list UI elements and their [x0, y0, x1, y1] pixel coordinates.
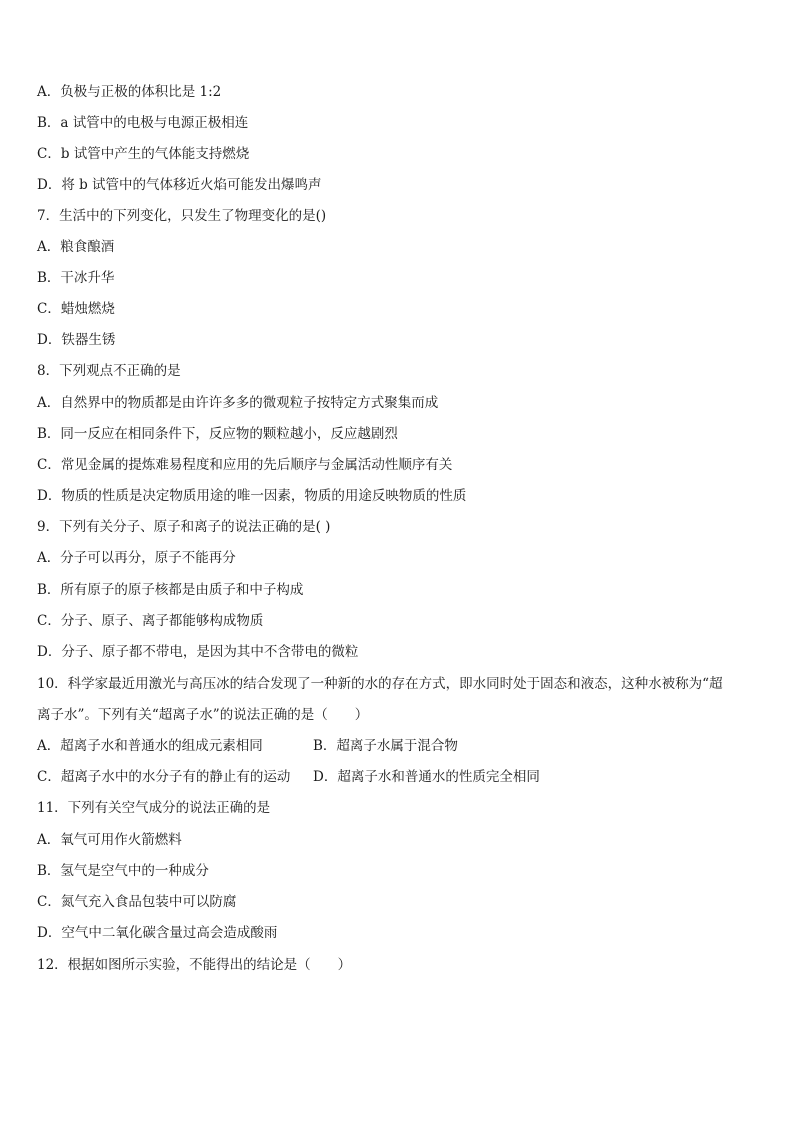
q9-option-a: A．分子可以再分，原子不能再分: [37, 550, 236, 566]
q8-option-d: D．物质的性质是决定物质用途的唯一因素，物质的用途反映物质的性质: [37, 488, 467, 504]
q8-stem: 8．下列观点不正确的是: [37, 363, 181, 379]
q10-option-b: B．超离子水属于混合物: [313, 738, 458, 754]
q10-stem-line1: 10．科学家最近用激光与高压冰的结合发现了一种新的水的存在方式，即水同时处于固态和液态，这种水被称为“超: [37, 676, 723, 692]
q7-option-a: A．粮食酿酒: [37, 239, 115, 255]
q8-option-a: A．自然界中的物质都是由许许多多的微观粒子按特定方式聚集而成: [37, 395, 439, 411]
q7-option-c: C．蜡烛燃烧: [37, 301, 115, 317]
q11-option-d: D．空气中二氧化碳含量过高会造成酸雨: [37, 925, 278, 941]
q8-option-b: B．同一反应在相同条件下，反应物的颗粒越小，反应越剧烈: [37, 426, 398, 442]
q8-option-c: C．常见金属的提炼难易程度和应用的先后顺序与金属活动性顺序有关: [37, 457, 453, 473]
q9-stem: 9．下列有关分子、原子和离子的说法正确的是( ): [37, 519, 331, 535]
q7-option-d: D．铁器生锈: [37, 332, 116, 348]
q7-stem: 7．生活中的下列变化，只发生了物理变化的是(): [37, 208, 327, 224]
q11-option-b: B．氢气是空气中的一种成分: [37, 863, 209, 879]
q7-option-b: B．干冰升华: [37, 270, 115, 286]
q11-option-c: C．氮气充入食品包装中可以防腐: [37, 894, 237, 910]
q10-option-d: D．超离子水和普通水的性质完全相同: [313, 769, 540, 785]
q9-option-c: C．分子、原子、离子都能够构成物质: [37, 613, 264, 629]
q11-option-a: A．氧气可用作火箭燃料: [37, 832, 182, 848]
q10-option-c: C．超离子水中的水分子有的静止有的运动: [37, 769, 291, 785]
q9-option-b: B．所有原子的原子核都是由质子和中子构成: [37, 582, 304, 598]
q12-stem: 12．根据如图所示实验，不能得出的结论是（ ）: [37, 957, 352, 973]
q10-stem-line2: 离子水”。下列有关“超离子水”的说法正确的是（ ）: [37, 707, 369, 723]
q9-option-d: D．分子、原子都不带电，是因为其中不含带电的微粒: [37, 644, 359, 660]
q11-stem: 11．下列有关空气成分的说法正确的是: [37, 800, 271, 816]
q6-option-a: A．负极与正极的体积比是 1:2: [37, 84, 222, 100]
q6-option-b: B．a 试管中的电极与电源正极相连: [37, 115, 249, 131]
q10-option-a: A．超离子水和普通水的组成元素相同: [37, 738, 263, 754]
q6-option-d: D．将 b 试管中的气体移近火焰可能发出爆鸣声: [37, 177, 322, 193]
q6-option-c: C．b 试管中产生的气体能支持燃烧: [37, 146, 250, 162]
